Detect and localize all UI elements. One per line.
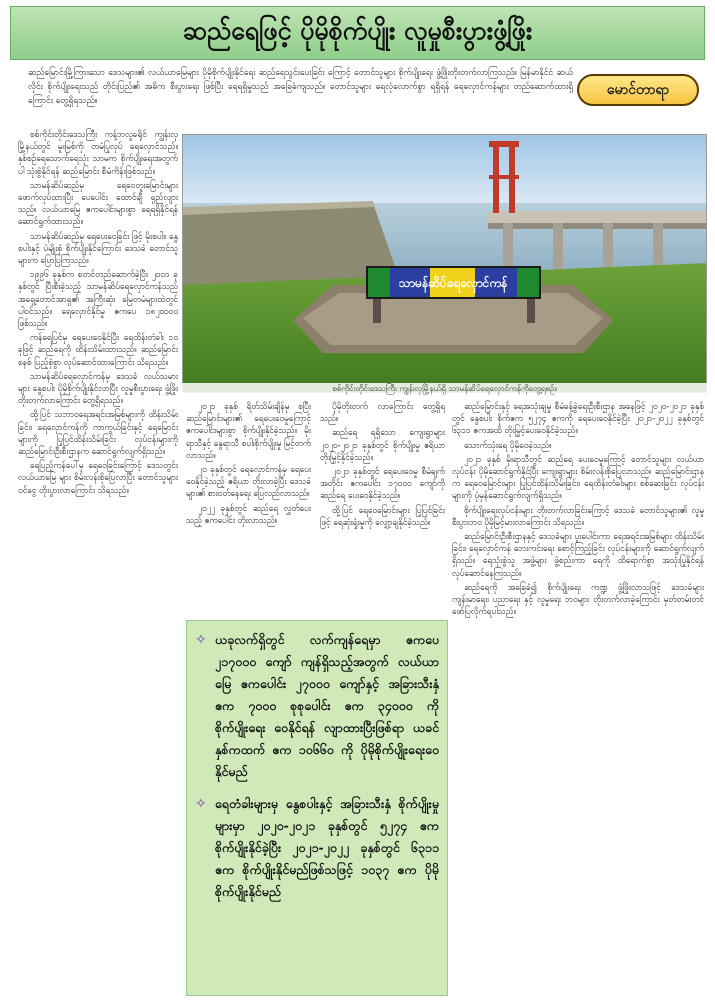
paragraph: သာမန်ဆိပ်ရေလှောင်ကန်မှ ဒေသခံ လယ်သမားများ နွေစပါး ပိုမိုစိုက်ပျိုးနိုင်လာပြီး လူမှုစီးပွားရေး ဖွံ့ဖြိုးတိုးတက်လာကြောင်း တွေ့ရှိရသည်။ [18, 370, 178, 406]
paragraph: ဆည်မြောင်းဦးစီးဌာနနှင့် ဒေသခံများ ပူးပေါင်းကာ ရေအရင်းအမြစ်များ ထိန်းသိမ်းခြင်း၊ ရေလှောင်ကန် ဘေးကင်းရေး စောင့်ကြည့်ခြင်း လုပ်ငန်းများကို ဆောင်ရွက်လျက်ရှိသည်။ ရေသုံးစွဲသူ အဖွဲ့များ ဖွဲ့စည်းကာ ရေကို ထိရောက်စွာ အသုံးပြုနိုင်ရန် လုပ်ဆောင်နေကြသည်။ [452, 531, 704, 578]
paragraph: ထို့ပြင် သဘာဝရေအရင်းအမြစ်များကို ထိန်းသိမ်းခြင်း၊ ရေလှောင်ကန်ကို ကာကွယ်ခြင်းနှင့် ရေမြောင်းများကို ပြုပြင်ထိန်းသိမ်းခြင်း လုပ်ငန်းများကို ဆည်မြောင်းဦးစီးဌာနက ဆောင်ရွက်လျက်ရှိသည်။ [18, 409, 178, 457]
highlight-item [195, 629, 439, 783]
paragraph: ဆည်ရေ ရရှိသော ကျေးရွာများ ၂၀၂၀-၂၀၂၁ ခုနှစ်တွင် စိုက်ပျိုးမှု ဧရိယာ တိုးမြှင့်နိုင်ခဲ့သည်။ [320, 427, 445, 462]
sparkle-diamond-icon: ✧ [195, 796, 207, 812]
paragraph: ၁၉၉၆ ခုနှစ်က စတင်တည်ဆောက်ခဲ့ပြီး ၂၀၀၁ ခုနှစ်တွင် ပြီးစီးခဲ့သည့် သာမန်ဆိပ်ရေလှောင်ကန်သည် အရှေ့တောင်အာရှ၏ အကြီးဆုံး မြေတမံများထဲတွင် ပါဝင်သည်။ ရေလှောင်နိုင်မှု ဧကပေ ၁၈၂၀၀၀၀ ဖြစ်သည်။ [18, 269, 178, 329]
paragraph: ပိုမိုတိုးတက် လာကြောင်း တွေ့ရှိရသည်။ [320, 401, 445, 424]
highlight-item [195, 793, 439, 903]
dam-photo [182, 134, 707, 393]
paragraph: ထို့ပြင် ရေဝေမြောင်းများ ပြုပြင်ခြင်းဖြင့် ရေဆုံးရှုံးမှုကို လျှော့ချနိုင်ခဲ့သည်။ [320, 504, 445, 527]
column-left [18, 128, 178, 996]
column-middle-2 [320, 400, 445, 615]
sparkle-diamond-icon: ✧ [195, 632, 207, 648]
column-right [452, 400, 704, 996]
paragraph: ၂၀၂၂ ခုနှစ်တွင် ဆည်ရေ လွှတ်ပေးသည့် ဧကပေါင်း တိုးလာသည်။ [186, 502, 311, 525]
paragraph: ၂၀၂၁ ခုနှစ် မိုးရာသီတွင် ဆည်ရေ ပေးဝေမှုကြောင့် တောင်သူများ လယ်ယာလုပ်ငန်း ပိုမိုဆောင်ရွက်နိုင်ပြီး ကျေးရွာများ စိမ်းလန်းစိုပြေလာသည်။ ဆည်မြောင်းဌာနက ရေဝေမြောင်းများ ပြုပြင်ထိန်းသိမ်းခြင်း၊ ရေထိန်းတံခါးများ စစ်ဆေးခြင်း လုပ်ငန်းများကို ပုံမှန်ဆောင်ရွက်လျက်ရှိသည်။ [452, 453, 704, 501]
paragraph: သာမန်ဆိပ်ဆည်မှ ရေဝေတူးမြောင်းများ ဖောက်လုပ်ထားပြီး ပေပေါင်း ထောင်ချီ ရှည်လျားသည်။ လယ်ယာမြေ ဧကပေါင်းများစွာ ရေရရှိနိုင်ရန် ဆောင်ရွက်ထားသည်။ [18, 179, 178, 227]
paragraph: ကန်ရေပြင်မှ ရေပေးဝေနိုင်ပြီး ရေထိန်းတံခါး ၁၀ ခုဖြင့် ဆည်ရေကို ထိန်းသိမ်းထားသည်။ ဆည်မြောင်းစနစ် ပြည့်စုံစွာ လုပ်ဆောင်ထားကြောင်း သိရသည်။ [18, 332, 178, 367]
paragraph: သောက်သုံးရေ ပိုမိုဝေခဲ့သည်။ [464, 439, 552, 450]
paragraph: စိုက်ပျိုးရေးလုပ်ငန်းများ တိုးတက်လာခြင်းကြောင့် ဒေသခံ တောင်သူများ၏ လူမှုစီးပွားဘဝ ပိုမိုမြင့်မားလာကြောင်း သိရသည်။ [452, 504, 704, 527]
paragraph: စစ်ကိုင်းတိုင်းဒေသကြီး ကန့်ဘလူခရိုင် ကျွန်းလှမြို့နယ်တွင် မူးမြစ်ကို တမံပြုလုပ် ရေလှောင်သည်။ နှစ်စဉ်ရေသောက်ရေသုံး သာမက စိုက်ပျိုးရေးအတွက်ပါ သုံးစွဲနိုင်ရန် ဆည်မြောင်း စီမံကိန်းဖြစ်သည်။ [18, 129, 178, 176]
paragraph: ဆည်ရေကို အခြေခံ၍ စိုက်ပျိုးရေး ကဏ္ဍ ဖွံ့ဖြိုးလာသဖြင့် ဒေသခံများ ကျန်းမာရေး၊ ပညာရေး နှင့် လူမှုရေး ဘဝများ တိုးတက်လာခဲ့ကြောင်း မှတ်တမ်းတင် ဖော်ပြလိုက်ရပါသည်။ [452, 581, 704, 617]
highlight-box [186, 620, 448, 996]
photo-caption: စစ်ကိုင်းတိုင်းဒေသကြီး ကျွန်းလှမြို့နယ်ရှိ သာမန်ဆိပ်ရေလှောင်ကန်ကိုတွေ့ရစဉ်။ [182, 383, 707, 397]
sign-text: သာမန်ဆိပ်ရေလှောင်ကန် [398, 276, 508, 290]
paragraph: ၂၀၂၁ ခုနှစ်တွင် ရေပေးဝေမှု စီမံချက် အတိုင်း ဧကပေါင်း ၁၇၀၀၀ ကျော်ကို ဆည်ရေ ပေးဝေနိုင်ခဲ့သည်။ [320, 466, 445, 501]
paragraph: ရေပြည့်ကန်ပေါ်မှ ရေဝေခြင်းကြောင့် ဒေသတွင်း လယ်ယာမြေ များ စိမ်းလန်းစိုပြေလာပြီး တောင်သူများ ဝင်ငွေ တိုးပွားလာကြောင်း သိရသည်။ [18, 460, 178, 495]
highlight-text: ရေတံခါးများမှ နွေစပါးနှင့် အခြားသီးနှံ စိုက်ပျိုးမှုများမှာ ၂၀၂၀-၂၀၂၁ ခုနှစ်တွင် ၅၂၇၄ ဧက စိုက်ပျိုးနိုင်ခဲ့ပြီး ၂၀၂၁-၂၀၂၂ ခုနှစ်တွင် ၆၃၁၁ ဧက စိုက်ပျိုးနိုင်မည်ဖြစ်သဖြင့် ၁၀၃၇ ဧက ပိုမိုစိုက်ပျိုးနိုင်မည် [215, 796, 439, 899]
headline: ဆည်ရေဖြင့် ပိုမိုစိုက်ပျိုး လူမှုစီးပွားဖွံ့ဖြိုး [10, 6, 705, 60]
author-badge: မောင်တာရာ [577, 74, 699, 106]
paragraph: ၂၀၂၁ ခုနှစ် ရိတ်သိမ်းချိန်မှ စပြီး ဆည်မြောင်းများ၏ ရေပေးဝေမှုကြောင့် ဧကပေါင်းများစွာ စိုက်ပျိုးနိုင်ခဲ့သည်။ မိုးရာသီနှင့် နွေရာသီ စပါးစိုက်ပျိုးမှု မြင့်တက်လာသည်။ [186, 401, 311, 460]
highlight-text: ယခုလက်ရှိတွင် လက်ကျန်ရေမှာ ဧကပေ ၂၁၇၀၀၀ ကျော် ကျန်ရှိသည့်အတွက် လယ်ယာမြေ ဧကပေါင်း ၂၇၀၀၀ ကျော်နှင့် အခြားသီးနှံ ဧက ၇၀၀၀ စုစုပေါင်း ဧက ၃၄၀၀၀ ကို စိုက်ပျိုးရေး ဝေနိုင်ရန် လျာထားပြီးဖြစ်ရာ ယခင်နှစ်ကထက် ဧက ၁၀၆၆၀ ကို ပိုမိုစိုက်ပျိုးရေးဝေနိုင်မည် [215, 632, 439, 779]
column-middle-1 [186, 400, 311, 615]
intro-paragraph: ဆည်မြောင်းမြို့ကြားသော ဒေသများ၏ လယ်ယာမြေများ ပိုမိုစိုက်ပျိုးနိုင်ရေး ဆည်ရေသွင်းပေးခြင်း ကြောင့် တောင်သူများ စိုက်ပျိုးရေး ဖွံ့ဖြိုးတိုးတက်လာကြသည်။ မြန်မာနိုင်ငံ ဆယ်လိုင်း စိုက်ပျိုးရေးသည် တိုင်းပြည်၏ အဓိက စီးပွားရေး ဖြစ်ပြီး ရေရရှိမှုသည် အခြေခံကျသည်။ တောင်သူများ ရေလုံလောက်စွာ ရရှိရန် ရေလှောင်ကန်များ တည်ဆောက်ထားရှိကြောင်း တွေ့ရှိရသည်။ [28, 68, 573, 106]
paragraph: ဆည်မြောင်းနှင့် ရေအသုံးချမှု စီမံခန့်ခွဲရေးဦးစီးဌာန အနေဖြင့် ၂၀၂၀-၂၀၂၁ ခုနှစ်တွင် နွေစပါး စိုက်ဧက ၅၂၇၄ ဧကကို ရေပေးဝေနိုင်ခဲ့ပြီး ၂၀၂၁-၂၀၂၂ ခုနှစ်တွင် ၆၃၁၁ ဧကအထိ တိုးမြှင့်ပေးဝေနိုင်ခဲ့သည်။ [452, 401, 704, 436]
paragraph: ၂၀ ခုနှစ်တွင် ရေလှောင်ကန်မှ ရေပေးဝေနိုင်ခဲ့သည့် ဧရိယာ တိုးလာခဲ့ပြီး ဒေသခံများ၏ စားဝတ်နေရေး ပြေလည်လာသည်။ [186, 464, 311, 499]
paragraph: သာမန်ဆိပ်ဆည်မှ ရေပေးဝေခြင်း ဖြင့် မိုးစပါး၊ နွေစပါးနှင့် ပဲမျိုးစုံ စိုက်ပျိုးနိုင်ကြောင်း ဒေသခံ တောင်သူများက ပြောပြကြသည်။ [18, 230, 178, 266]
